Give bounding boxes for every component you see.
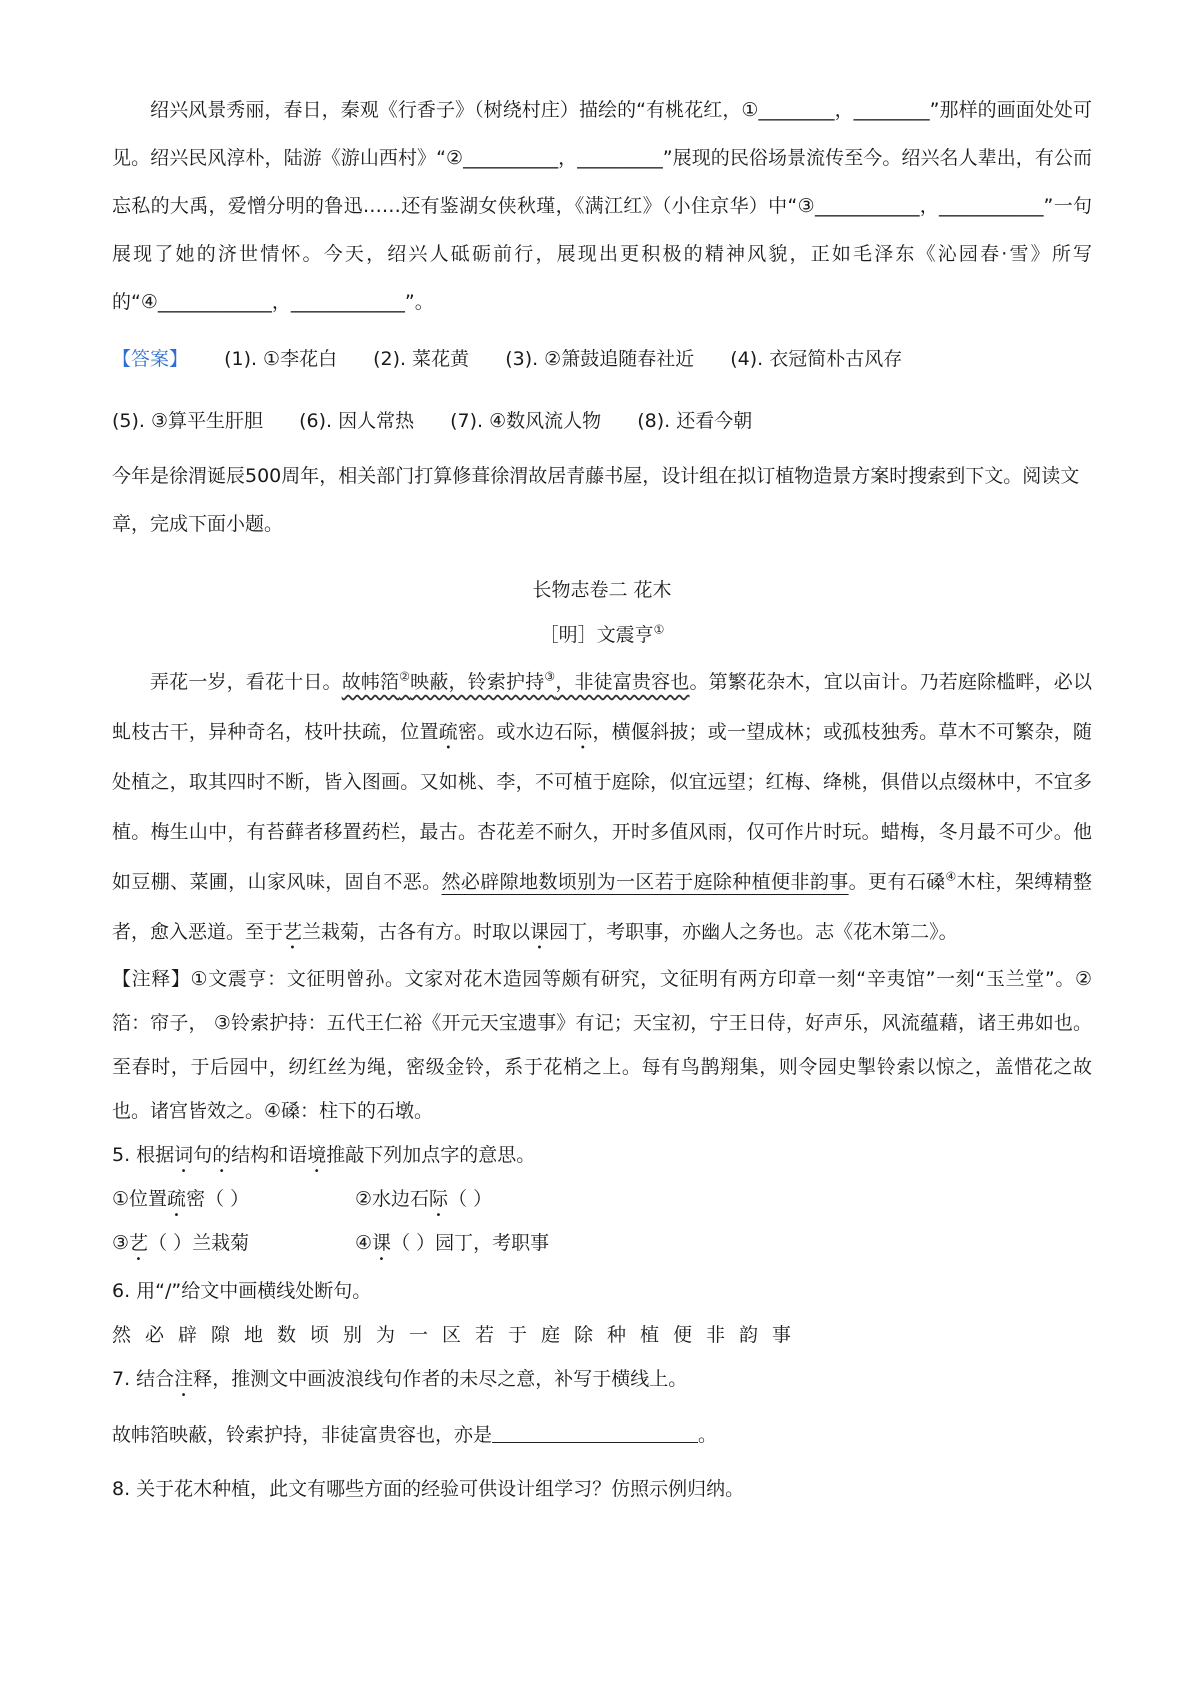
- answer-item: (2). 菜花黄: [373, 348, 470, 370]
- article-text: 映蔽，铃索护持: [410, 671, 545, 693]
- dotted-char: 际: [573, 721, 593, 743]
- question-7: [112, 1357, 1092, 1401]
- dotted-char: 注: [174, 1368, 194, 1390]
- footnote-marker: ①: [653, 622, 665, 637]
- dotted-char: 课: [372, 1232, 392, 1254]
- answer-tag: 【答案】: [112, 348, 189, 370]
- answer-item: (1). ①李花白: [224, 348, 338, 370]
- article-title: 长物志卷二 花木: [532, 579, 672, 601]
- question-text: 5. 根据: [112, 1144, 175, 1166]
- reading-intro: 今年是徐渭诞辰500周年，相关部门打算修葺徐渭故居青藤书屋，设计组在拟订植物造景方案时搜索到下文。阅读文章，完成下面小题。: [112, 465, 1080, 535]
- article-text: 。第繁花杂木，宜以亩计。乃若庭除槛畔，必以虬枝古干，异种奇名，枝叶扶疏，位置: [112, 671, 1092, 743]
- item-text: ④: [355, 1232, 373, 1254]
- q7-fill-line: [112, 1413, 1092, 1457]
- article-text: 园丁，考职事，亦幽人之务也。志《花木第二》。: [549, 921, 958, 943]
- answer-item: (8). 还看今朝: [637, 410, 753, 432]
- question-text: 释，推测文中画波浪线句作者的未尽之意，补写于横线上。: [193, 1368, 688, 1390]
- answer-block: [112, 328, 1092, 452]
- wavy-underlined-sentence: [342, 671, 690, 693]
- dotted-char: 课: [530, 921, 550, 943]
- footnote-marker: ④: [945, 869, 957, 884]
- author-name: ［明］文震亨: [539, 624, 654, 646]
- question-6: 6. 用“/”给文中画横线处断句。: [112, 1280, 372, 1302]
- question-5: [112, 1133, 1092, 1177]
- question-text: 结构和语: [231, 1144, 308, 1166]
- question-text: 句: [193, 1144, 213, 1166]
- dotted-char: 际: [429, 1188, 449, 1210]
- underlined-sentence: 然必辟隙地数顷别为一区若于庭除种植便非韵事: [441, 871, 849, 893]
- article-text: 。更有石磉: [848, 871, 946, 893]
- article-text: 弄花一岁，看花十日。: [150, 671, 342, 693]
- item-text: （ ）园丁，考职事: [391, 1232, 550, 1254]
- article-author: [112, 613, 1092, 657]
- item-text: 密（ ）: [186, 1188, 250, 1210]
- answer-item: (7). ④数风流人物: [450, 410, 602, 432]
- article-body: [112, 657, 1092, 957]
- article-text: 密。或水边石: [457, 721, 574, 743]
- q5-item-4: [355, 1221, 549, 1265]
- item-text: ③: [112, 1232, 130, 1254]
- dotted-char: 艺: [129, 1232, 149, 1254]
- dotted-char: 艺: [283, 921, 303, 943]
- q6-spaced-text: 然必辟隙地数顷别为一区若于庭除种植便非韵事: [112, 1324, 806, 1346]
- article-text: 兰栽菊，古各有方。时取以: [302, 921, 531, 943]
- article-text: 木柱，架缚精整者，愈入恶道。至于: [112, 871, 1092, 943]
- dotted-char: 疏: [167, 1188, 187, 1210]
- dotted-char: 词: [174, 1144, 194, 1166]
- item-text: （ ）兰栽菊: [148, 1232, 250, 1254]
- article-text: ，非徒富贵容也: [555, 671, 690, 693]
- fill-text: 故帏箔映蔽，铃索护持，非徒富贵容也，亦是: [112, 1424, 493, 1446]
- question-text: 推敲下列加点字的意思。: [326, 1144, 536, 1166]
- answer-item: (5). ③算平生肝胆: [112, 410, 264, 432]
- item-text: （ ）: [448, 1188, 493, 1210]
- fill-text: 。: [698, 1424, 718, 1446]
- question-8: 8. 关于花木种植，此文有哪些方面的经验可供设计组学习？仿照示例归纳。: [112, 1478, 745, 1500]
- poem-fill-paragraph: 绍兴风景秀丽，春日，秦观《行香子》（树绕村庄）描绘的“有桃花红，①________，________”那样的画面处处可见。绍兴民风淳朴，陆游《游山西村》“②__________，_________”展现的民俗场景流传至今。绍兴名人辈出，有公而忘私的大禹，爱憎分明的鲁迅……还有鉴湖女侠秋瑾，《满江红》（小住京华）中“③___________，___________”一句展现了她的济世情怀。今天，绍兴人砥砺前行，展现出更积极的精神风貌，正如毛泽东《沁园春·雪》所写的“④____________，____________”。: [112, 99, 1092, 313]
- dotted-char: 疏: [438, 721, 458, 743]
- dotted-char: 境: [307, 1144, 327, 1166]
- q5-row-1: [112, 1177, 1092, 1221]
- q5-item-1: [112, 1177, 355, 1221]
- annotation-notes: 【注释】①文震亨：文征明曾孙。文家对花木造园等颇有研究，文征明有两方印章一刻“辛夷馆”一刻“玉兰堂”。②箔：帘子， ③铃索护持：五代王仁裕《开元天宝遗事》有记；天宝初，宁王日侍，好声乐，风流蕴藉，诸王弗如也。至春时，于后园中，纫红丝为绳，密级金铃，系于花梢之上。每有鸟鹊翔集，则令园史掣铃索以惊之，盖惜花之故也。诸宫皆效之。④磉：柱下的石墩。: [112, 968, 1092, 1122]
- item-text: ②水边石: [355, 1188, 430, 1210]
- footnote-marker: ③: [544, 669, 556, 684]
- dotted-char: 的: [212, 1144, 232, 1166]
- q5-item-2: [355, 1177, 492, 1221]
- answer-item: (3). ②箫鼓追随春社近: [505, 348, 695, 370]
- footnote-marker: ②: [399, 669, 411, 684]
- answer-blank[interactable]: [492, 1424, 698, 1443]
- answer-item: (4). 衣冠简朴古风存: [730, 348, 903, 370]
- article-text: ，横偃斜披；或一望成林；或孤枝独秀。草木不可繁杂，随处植之，取其四时不断，皆入图画。又如桃、李，不可植于庭除，似宜远望；红梅、绛桃，俱借以点缀林中，不宜多植。梅生山中，有苔藓者移置药栏，最古。杏花差不耐久，开时多值风雨，仅可作片时玩。蜡梅，冬月最不可少。他如豆棚、菜圃，山家风味，固自不恶。: [112, 721, 1092, 893]
- q5-item-3: [112, 1221, 355, 1265]
- item-text: ①位置: [112, 1188, 168, 1210]
- document-page: [112, 86, 1092, 1511]
- question-text: 7. 结合: [112, 1368, 175, 1390]
- article-text: 故帏箔: [341, 671, 400, 693]
- answer-item: (6). 因人常热: [299, 410, 415, 432]
- q5-row-2: [112, 1221, 1092, 1265]
